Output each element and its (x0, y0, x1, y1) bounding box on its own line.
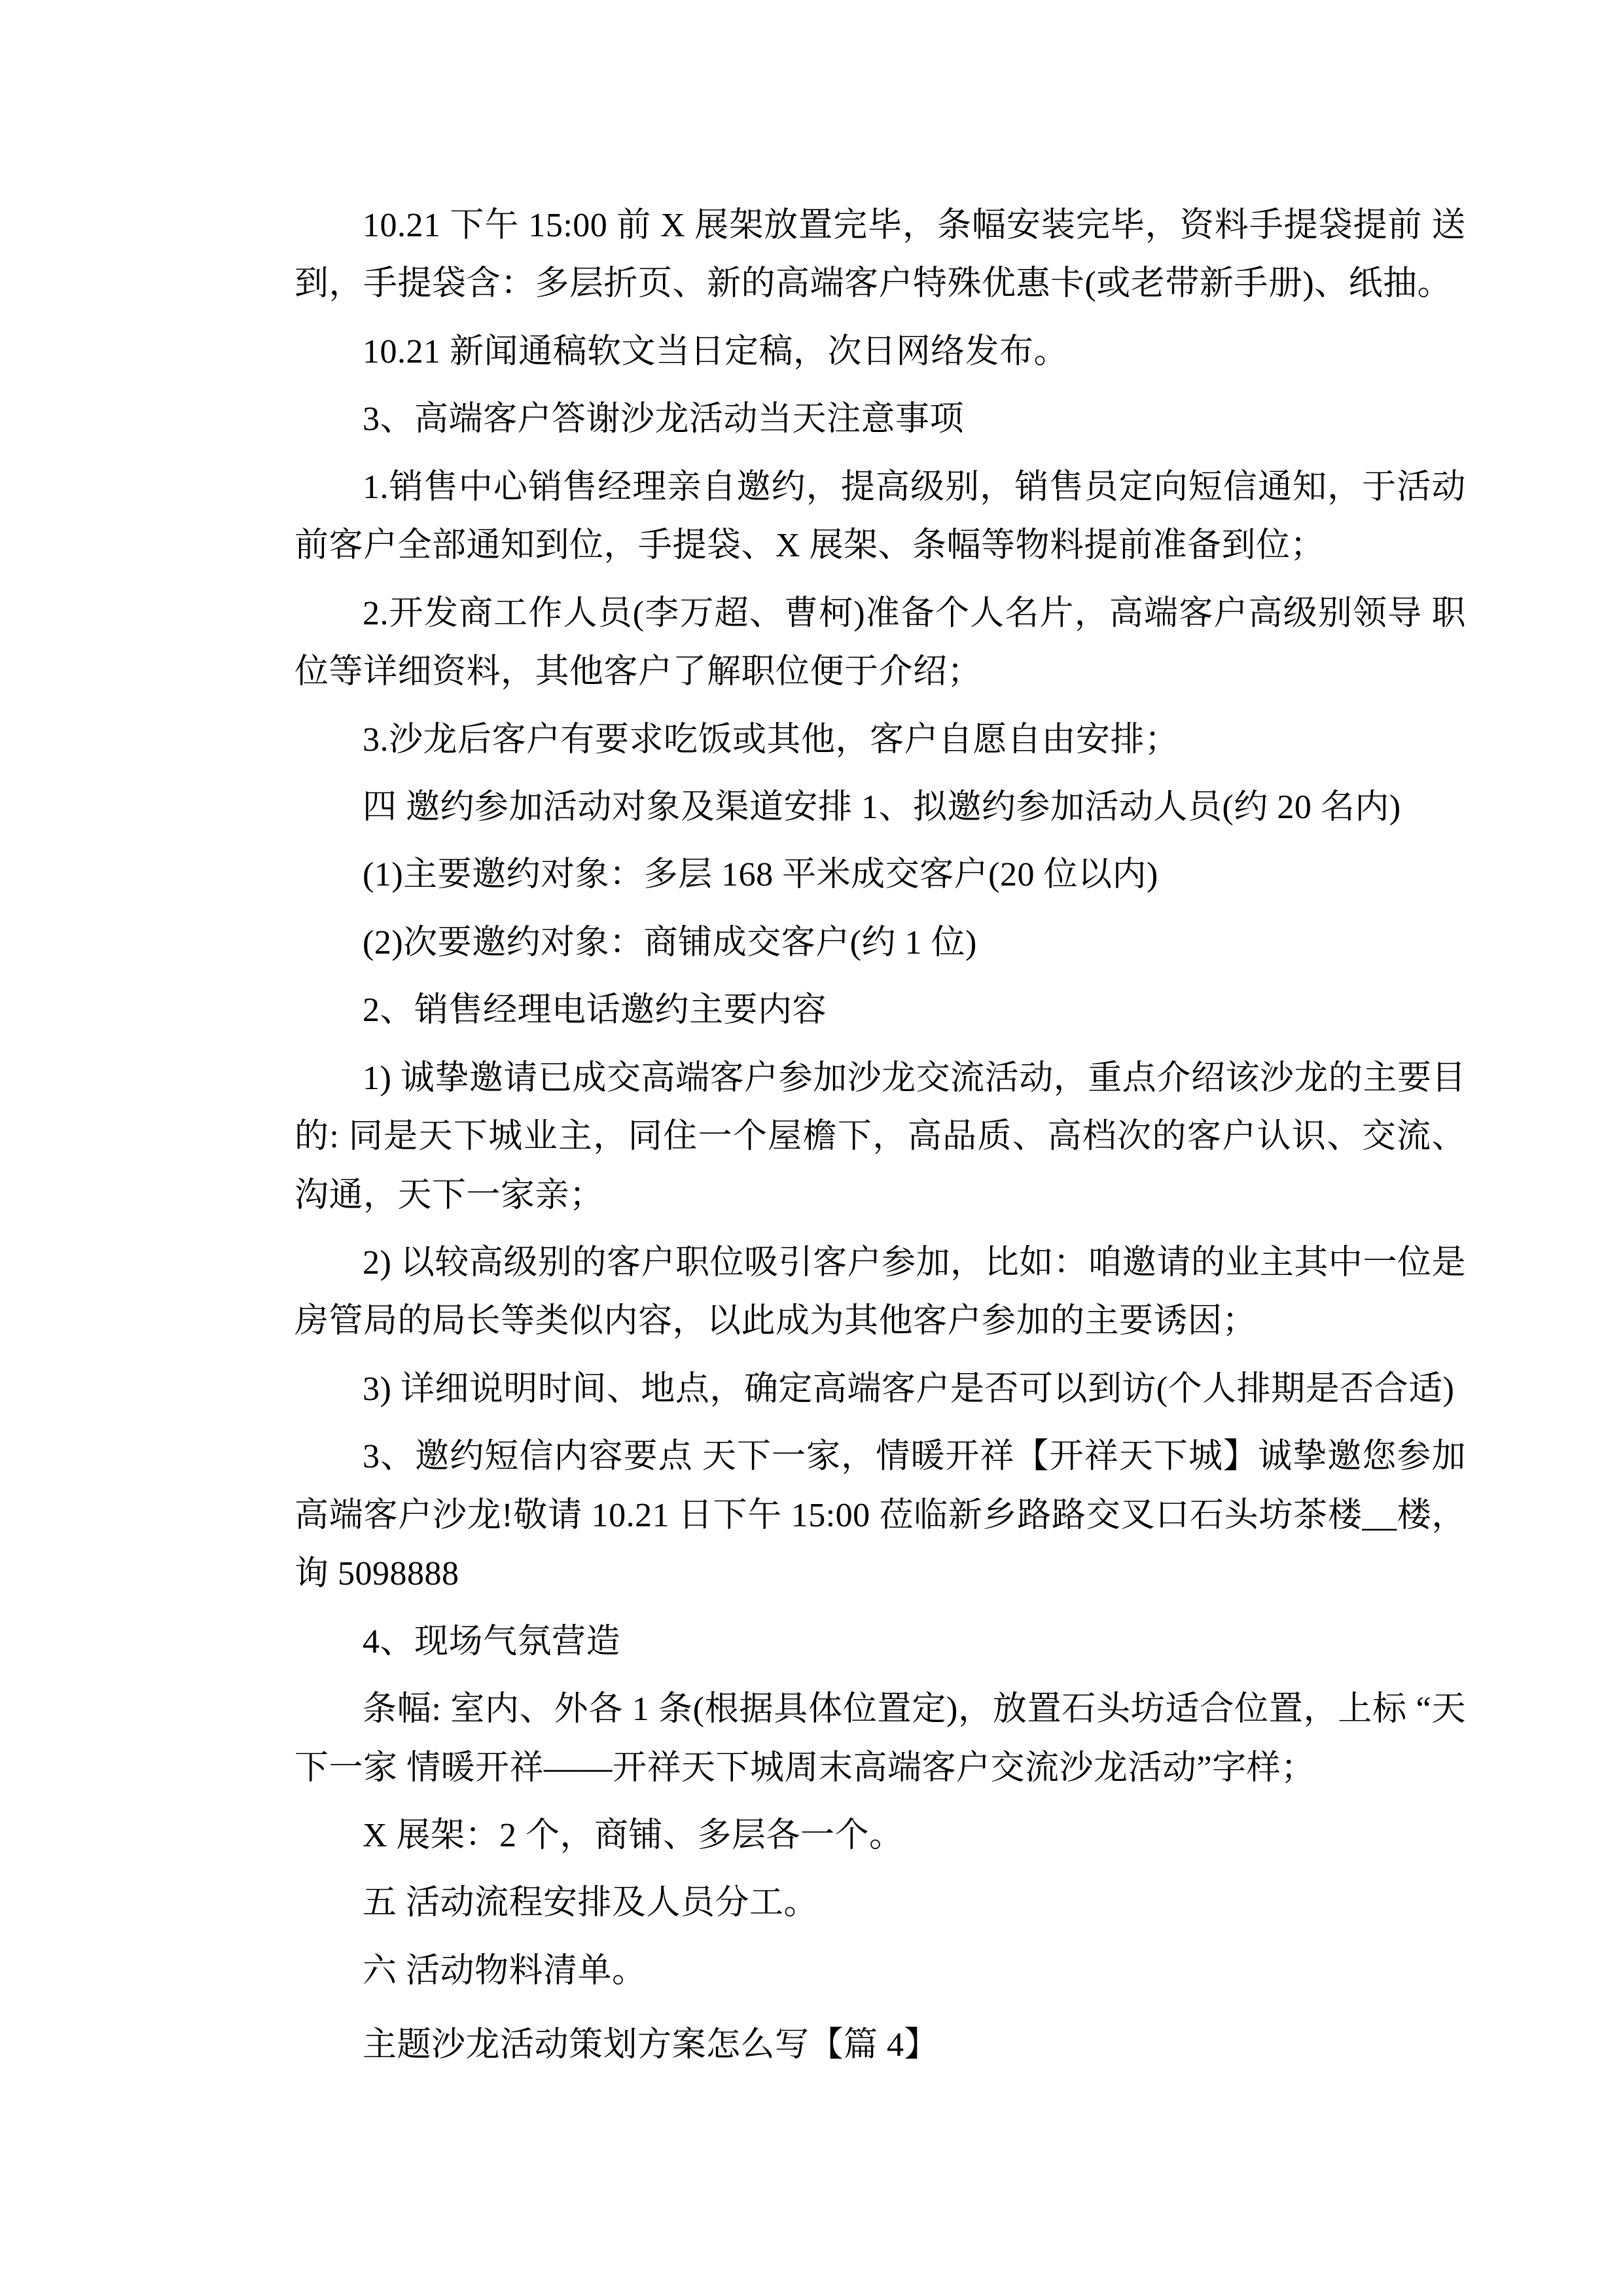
paragraph: 10.21 新闻通稿软文当日定稿，次日网络发布。 (363, 332, 1069, 370)
paragraph: 五 活动流程安排及人员分工。 (363, 1884, 819, 1922)
section-heading: 主题沙龙活动策划方案怎么写【篇 4】 (363, 2026, 939, 2064)
document-body (294, 196, 1466, 2075)
paragraph: 3) 详细说明时间、地点，确定高端客户是否可以到访(个人排期是否合适) (363, 1370, 1455, 1408)
paragraph: 条幅: 室内、外各 1 条(根据具体位置定)，放置石头坊适合位置，上标 “天下一家 情暖开祥——开祥天下城周末高端客户交流沙龙活动”字样； (294, 1691, 1466, 1787)
paragraph: 2.开发商工作人员(李万超、曹柯)准备个人名片，高端客户高级别领导 职位等详细资料，其他客户了解职位便于介绍； (294, 594, 1466, 691)
paragraph: 四 邀约参加活动对象及渠道安排 1、拟邀约参加活动人员(约 20 名内) (363, 788, 1401, 826)
paragraph: 六 活动物料清单。 (363, 1952, 647, 1990)
paragraph: 2) 以较高级别的客户职位吸引客户参加，比如：咱邀请的业主其中一位是房管局的局长等类似内容，以此成为其他客户参加的主要诱因； (294, 1244, 1466, 1340)
paragraph: (1)主要邀约对象：多层 168 平米成交客户(20 位以内) (363, 856, 1158, 894)
paragraph: 1) 诚挚邀请已成交高端客户参加沙龙交流活动，重点介绍该沙龙的主要目的: 同是天下城业主，同住一个屋檐下，高品质、高档次的客户认识、交流、沟通，天下一家亲； (294, 1059, 1466, 1214)
paragraph: 3、邀约短信内容要点 天下一家，情暖开祥【开祥天下城】诚挚邀您参加高端客户沙龙!敬请 10.21 日下午 15:00 莅临新乡路路交叉口石头坊茶楼__楼，询 5098888 (294, 1438, 1466, 1593)
paragraph: 3.沙龙后客户有要求吃饭或其他，客户自愿自由安排； (363, 721, 1179, 759)
paragraph: 10.21 下午 15:00 前 X 展架放置完毕，条幅安装完毕，资料手提袋提前 送到，手提袋含：多层折页、新的高端客户特殊优惠卡(或老带新手册)、纸抽。 (294, 207, 1466, 303)
paragraph: 3、高端客户答谢沙龙活动当天注意事项 (363, 401, 965, 439)
paragraph: 4、现场气氛营造 (363, 1623, 621, 1660)
paragraph: (2)次要邀约对象：商铺成交客户(约 1 位) (363, 924, 977, 961)
paragraph: 1.销售中心销售经理亲自邀约，提高级别，销售员定向短信通知，于活动前客户全部通知到位，手提袋、X 展架、条幅等物料提前准备到位； (294, 468, 1466, 565)
paragraph: 2、销售经理电话邀约主要内容 (363, 992, 827, 1030)
paragraph: X 展架：2 个，商铺、多层各一个。 (363, 1816, 904, 1854)
